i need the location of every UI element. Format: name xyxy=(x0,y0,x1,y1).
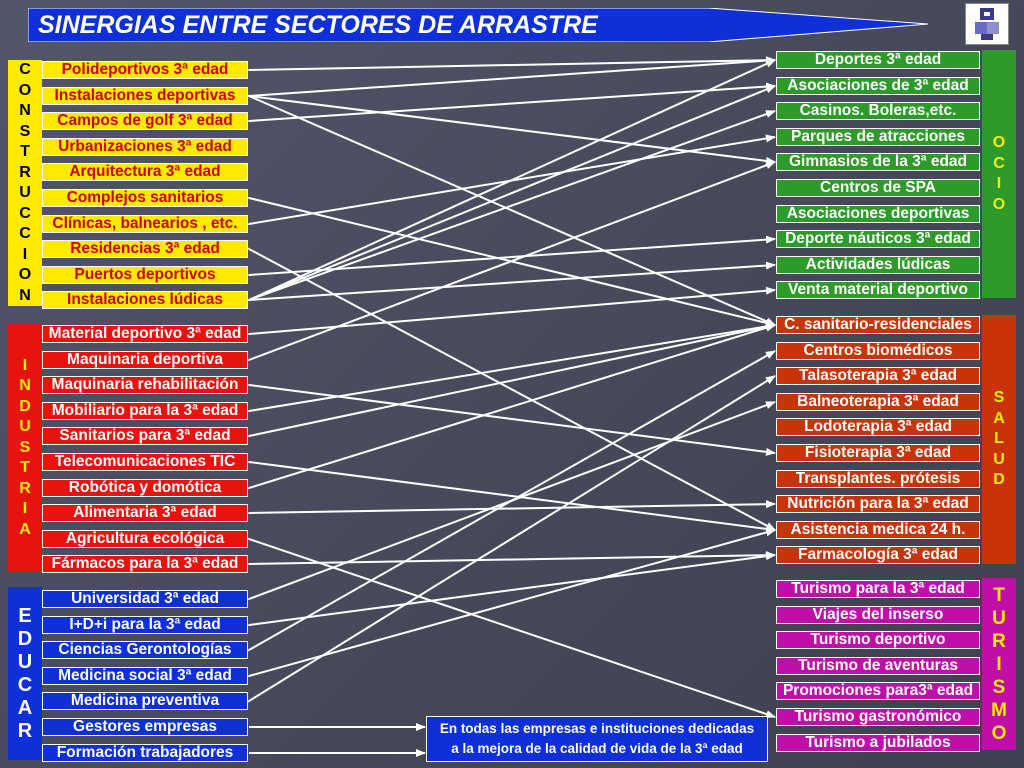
construccion-item: Arquitectura 3ª edad xyxy=(42,163,248,181)
ocio-item: Venta material deportivo xyxy=(776,281,980,299)
industria-item: Agricultura ecológica xyxy=(42,530,248,548)
connection-arrow xyxy=(249,555,775,564)
connection-arrow xyxy=(249,325,775,488)
ocio-item: Gimnasios de la 3ª edad xyxy=(776,153,980,171)
construccion-item: Urbanizaciones 3ª edad xyxy=(42,138,248,156)
connection-arrow xyxy=(249,111,775,300)
category-construccion: C O N S T R U C C I O N xyxy=(8,60,42,306)
industria-item: Telecomunicaciones TIC xyxy=(42,453,248,471)
construccion-item: Campos de golf 3ª edad xyxy=(42,112,248,130)
ocio-item: Parques de atracciones xyxy=(776,128,980,146)
connection-arrow xyxy=(249,325,775,411)
construccion-item: Instalaciones lúdicas xyxy=(42,291,248,309)
turismo-item: Turismo deportivo xyxy=(776,631,980,649)
connection-arrow xyxy=(249,86,775,300)
category-salud: S A L U D xyxy=(982,315,1016,564)
construccion-item: Clínicas, balnearios , etc. xyxy=(42,215,248,233)
construccion-item: Residencias 3ª edad xyxy=(42,240,248,258)
turismo-item: Turismo a jubilados xyxy=(776,734,980,752)
ocio-item: Asociaciones deportivas xyxy=(776,205,980,223)
connection-arrow xyxy=(249,162,775,360)
title-banner xyxy=(28,8,928,42)
construccion-item: Instalaciones deportivas xyxy=(42,87,248,105)
educar-item: Universidad 3ª edad xyxy=(42,590,248,608)
note-box xyxy=(426,716,768,762)
note-line-1: En todas las empresas e instituciones dedicadas xyxy=(439,721,755,736)
salud-item: Fisioterapia 3ª edad xyxy=(776,444,980,462)
category-ocio: O C I O xyxy=(982,50,1016,298)
salud-item: Balneoterapia 3ª edad xyxy=(776,393,980,411)
construccion-item: Puertos deportivos xyxy=(42,266,248,284)
category-turismo: T U R I S M O xyxy=(982,578,1016,750)
industria-item: Material deportivo 3ª edad xyxy=(42,325,248,343)
note-line-2: a la mejora de la calidad de vida de la 3ª edad xyxy=(451,741,743,756)
salud-item: Talasoterapia 3ª edad xyxy=(776,367,980,385)
page-title: SINERGIAS ENTRE SECTORES DE ARRASTRE xyxy=(38,11,598,39)
industria-item: Alimentaria 3ª edad xyxy=(42,504,248,522)
category-educar: E D U C A R xyxy=(8,587,42,760)
salud-item: Transplantes. prótesis xyxy=(776,470,980,488)
connection-arrow xyxy=(249,376,775,701)
salud-item: Lodoterapia 3ª edad xyxy=(776,418,980,436)
industria-item: Maquinaria deportiva xyxy=(42,351,248,369)
connection-arrow xyxy=(249,60,775,300)
construccion-item: Polideportivos 3ª edad xyxy=(42,61,248,79)
educar-item: I+D+i para la 3ª edad xyxy=(42,616,248,634)
category-industria: I N D U S T R I A xyxy=(8,324,42,572)
connection-arrow xyxy=(249,290,775,334)
turismo-item: Promociones para3ª edad xyxy=(776,682,980,700)
salud-item: Asistencia medica 24 h. xyxy=(776,521,980,539)
turismo-item: Viajes del inserso xyxy=(776,606,980,624)
salud-item: Farmacología 3ª edad xyxy=(776,546,980,564)
ocio-item: Deportes 3ª edad xyxy=(776,51,980,69)
salud-item: C. sanitario-residenciales xyxy=(776,316,980,334)
turismo-item: Turismo gastronómico xyxy=(776,708,980,726)
educar-item: Formación trabajadores xyxy=(42,744,248,762)
connection-arrow xyxy=(249,462,775,530)
ocio-item: Actividades lúdicas xyxy=(776,256,980,274)
company-logo-icon xyxy=(965,3,1009,45)
salud-item: Nutrición para la 3ª edad xyxy=(776,495,980,513)
ocio-item: Asociaciones de 3ª edad xyxy=(776,77,980,95)
connection-arrow xyxy=(249,96,775,162)
ocio-item: Centros de SPA xyxy=(776,179,980,197)
turismo-item: Turismo para la 3ª edad xyxy=(776,580,980,598)
salud-item: Centros biomédicos xyxy=(776,342,980,360)
industria-item: Robótica y domótica xyxy=(42,479,248,497)
industria-item: Fármacos para la 3ª edad xyxy=(42,555,248,573)
industria-item: Mobiliario para la 3ª edad xyxy=(42,402,248,420)
ocio-item: Casinos. Boleras,etc. xyxy=(776,102,980,120)
turismo-item: Turismo de aventuras xyxy=(776,657,980,675)
educar-item: Medicina social 3ª edad xyxy=(42,667,248,685)
connection-arrow xyxy=(249,530,775,676)
educar-item: Medicina preventiva xyxy=(42,692,248,710)
construccion-item: Complejos sanitarios xyxy=(42,189,248,207)
industria-item: Maquinaria rehabilitación xyxy=(42,376,248,394)
educar-item: Gestores empresas xyxy=(42,718,248,736)
industria-item: Sanitarios para 3ª edad xyxy=(42,427,248,445)
connection-arrow xyxy=(249,504,775,513)
educar-item: Ciencias Gerontologías xyxy=(42,641,248,659)
ocio-item: Deporte náuticos 3ª edad xyxy=(776,230,980,248)
